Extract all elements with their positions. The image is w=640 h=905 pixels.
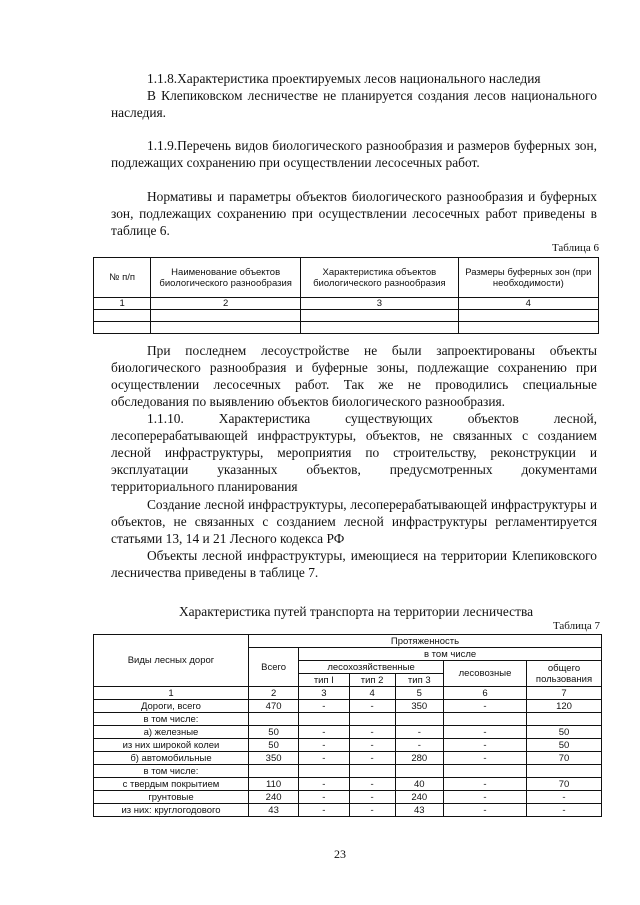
section-1-1-8-heading: 1.1.8.Характеристика проектируемых лесов национального наследия [147,71,541,86]
table7-caption: Таблица 7 [552,620,600,632]
table7-num-7: 7 [527,687,602,700]
table6-header-num: № п/п [94,258,151,298]
table7-num-1: 1 [94,687,249,700]
table7 [93,634,602,817]
table7-header-incl: в том числе [299,648,602,661]
table7-row: а) железные 50 - - - - 50 [94,726,602,739]
table6-header-char: Характеристика объектов биологического разнообразия [301,258,459,298]
table7-row: в том числе: [94,713,602,726]
table7-header-haul: лесовозные [443,661,526,687]
table6-num-3: 3 [301,298,459,310]
table7-row: б) автомобильные 350 - - 280 - 70 [94,752,602,765]
table7-header-length: Протяженность [248,635,601,648]
table6-num-4: 4 [458,298,598,310]
section-1-1-8-body: В Клепиковском лесничестве не планируется создания лесов национального наследия. [111,88,597,120]
table6 [93,257,599,334]
table7-title: Характеристика путей транспорта на территории лесничества [178,604,534,619]
table7-row: грунтовые 240 - - 240 - - [94,791,602,804]
table6-caption: Таблица 6 [551,242,599,254]
table7-row: из них: круглогодового 43 - - 43 - - [94,804,602,817]
table7-header-type2: тип 2 [349,674,395,687]
table7-header-forestry: лесохозяйственные [299,661,444,674]
table7-row: с твердым покрытием 110 - - 40 - 70 [94,778,602,791]
paragraph-no-objects: При последнем лесоустройстве не были запроектированы объекты биологического разнообразия и буферные зоны, подлежащие сохранению при осуществлении лесосечных работ. Так же не проводились специальные обследования по выявлению объектов биологического разнообразия. [111,343,597,409]
section-1-1-10-heading: 1.1.10. Характеристика существующих объектов лесной, лесоперерабатывающей инфраструктуры, объектов, не связанных с созданием лесной инфраструктуры, мероприятия по строительству, реконструкции и эксплуатации указанных объектов, предусмотренных документами территориального планирования [111,411,597,494]
table7-num-5: 5 [395,687,443,700]
table7-header-type1: тип I [299,674,349,687]
section-1-1-10-body1: Создание лесной инфраструктуры, лесоперерабатывающей инфраструктуры и объектов, не связанных с созданием лесной инфраструктуры регламентируется статьями 13, 14 и 21 Лесного кодекса РФ [111,497,597,546]
section-1-1-9-heading: 1.1.9.Перечень видов биологического разнообразия и размеров буферных зон, подлежащих сохранению при осуществлении лесосечных работ. [111,138,597,170]
table7-header-public: общего пользования [527,661,602,687]
page-number: 23 [334,847,346,861]
table7-header-type3: тип 3 [395,674,443,687]
table7-header-types: Виды лесных дорог [94,635,249,687]
table7-num-3: 3 [299,687,349,700]
section-1-1-10-body2: Объекты лесной инфраструктуры, имеющиеся на территории Клепиковского лесничества приведены в таблице 7. [111,548,597,580]
section-1-1-9-body: Нормативы и параметры объектов биологического разнообразия и буферных зон, подлежащих сохранению при осуществлении лесосечных работ приведены в таблице 6. [111,189,597,238]
table7-num-4: 4 [349,687,395,700]
table7-row: Дороги, всего 470 - - 350 - 120 [94,700,602,713]
table7-num-6: 6 [443,687,526,700]
table6-num-1: 1 [94,298,151,310]
table6-num-2: 2 [151,298,301,310]
table7-row: из них широкой колеи 50 - - - - 50 [94,739,602,752]
table6-header-zones: Размеры буферных зон (при необходимости) [458,258,598,298]
table7-header-total: Всего [248,648,298,687]
table7-num-2: 2 [248,687,298,700]
table6-header-name: Наименование объектов биологического разнообразия [151,258,301,298]
table7-row: в том числе: [94,765,602,778]
